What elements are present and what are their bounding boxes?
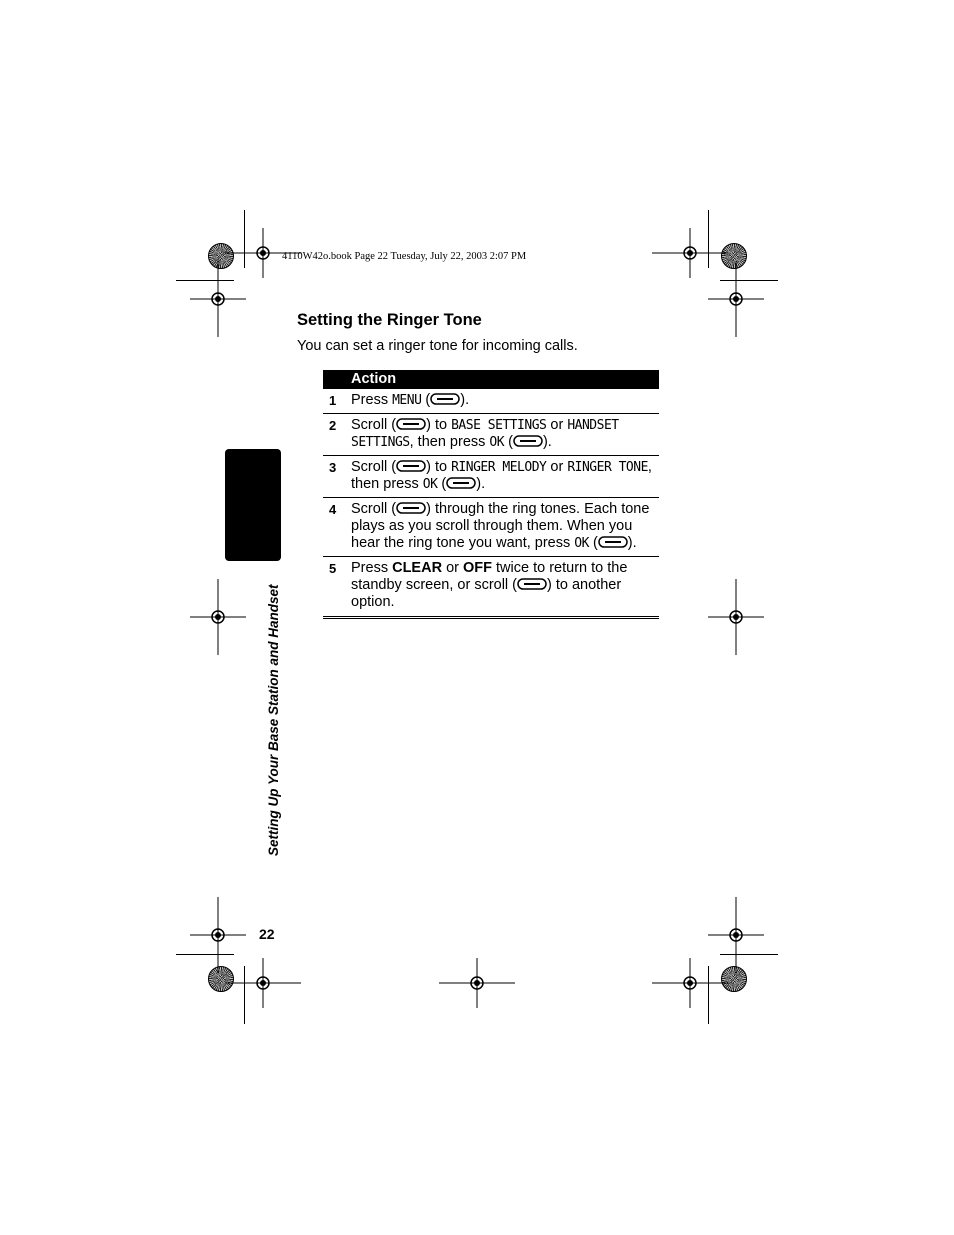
chapter-title: Setting Up Your Base Station and Handset bbox=[266, 584, 281, 856]
step-text: ). bbox=[542, 434, 552, 450]
display-text: RINGER TONE bbox=[567, 460, 648, 475]
step-text: or bbox=[546, 417, 568, 433]
step-text: Press bbox=[351, 392, 393, 408]
step-text: ). bbox=[627, 535, 637, 551]
registration-mark-icon bbox=[652, 958, 728, 1008]
softkey-icon bbox=[513, 435, 543, 447]
step-text: ) to bbox=[426, 459, 452, 475]
softkey-icon bbox=[396, 418, 426, 430]
registration-mark-icon bbox=[708, 261, 764, 337]
step-text: ( bbox=[421, 392, 431, 408]
display-text: HANDSET SETTINGS bbox=[351, 418, 619, 450]
table-header: Action bbox=[323, 370, 659, 389]
key-name: CLEAR bbox=[392, 560, 443, 576]
step-text: ) through the ring tones. Each tone plays as you scroll through them. When you hear the ring tone you want, press bbox=[351, 501, 650, 551]
intro-text: You can set a ringer tone for incoming calls. bbox=[297, 338, 578, 354]
chapter-tab bbox=[225, 449, 281, 561]
step-text: ( bbox=[437, 476, 447, 492]
step-text: ( bbox=[588, 535, 598, 551]
softkey-icon bbox=[598, 536, 628, 548]
step-number: 2 bbox=[329, 418, 337, 433]
step-text: ) to bbox=[426, 417, 452, 433]
display-text: OK bbox=[489, 435, 505, 450]
registration-mark-icon bbox=[190, 261, 246, 337]
step-text: or bbox=[546, 459, 568, 475]
step-text: ( bbox=[504, 434, 513, 450]
step-text: ). bbox=[460, 392, 470, 408]
step-text: ). bbox=[476, 476, 486, 492]
book-header: 4110W42o.book Page 22 Tuesday, July 22, 2003 2:07 PM bbox=[282, 251, 527, 262]
softkey-icon bbox=[517, 578, 547, 590]
registration-mark-icon bbox=[708, 579, 764, 655]
softkey-icon bbox=[446, 477, 476, 489]
softkey-icon bbox=[430, 393, 460, 405]
step-text: Scroll ( bbox=[351, 417, 397, 433]
display-text: RINGER MELODY bbox=[451, 460, 547, 475]
step-number: 4 bbox=[329, 502, 337, 517]
table-row bbox=[323, 498, 659, 557]
display-text: OK bbox=[574, 536, 589, 551]
softkey-icon bbox=[396, 460, 426, 472]
softkey-icon bbox=[396, 502, 426, 514]
step-text: Scroll ( bbox=[351, 459, 397, 475]
key-name: OFF bbox=[463, 560, 492, 576]
step-text: Scroll ( bbox=[351, 501, 397, 517]
step-number: 1 bbox=[329, 393, 337, 408]
registration-mark-icon bbox=[190, 579, 246, 655]
registration-mark-icon bbox=[439, 958, 515, 1008]
step-text: or bbox=[442, 560, 463, 576]
table-row bbox=[323, 557, 659, 619]
step-number: 3 bbox=[329, 460, 337, 475]
step-text: , then press bbox=[351, 459, 652, 492]
table-row bbox=[323, 414, 659, 456]
page-number: 22 bbox=[259, 926, 275, 942]
table-row bbox=[323, 456, 659, 498]
table-row bbox=[323, 389, 659, 414]
display-text: MENU bbox=[392, 393, 422, 408]
step-number: 5 bbox=[329, 561, 337, 576]
step-text: twice to return to the standby screen, or scroll ( bbox=[351, 560, 628, 593]
display-text: BASE SETTINGS bbox=[451, 418, 547, 433]
step-text: ) to another option. bbox=[351, 577, 622, 610]
step-text: Press bbox=[351, 560, 393, 576]
display-text: OK bbox=[422, 477, 438, 492]
action-table bbox=[323, 370, 659, 619]
step-text: , then press bbox=[409, 434, 490, 450]
section-title: Setting the Ringer Tone bbox=[297, 311, 482, 329]
registration-mark-icon bbox=[225, 958, 301, 1008]
